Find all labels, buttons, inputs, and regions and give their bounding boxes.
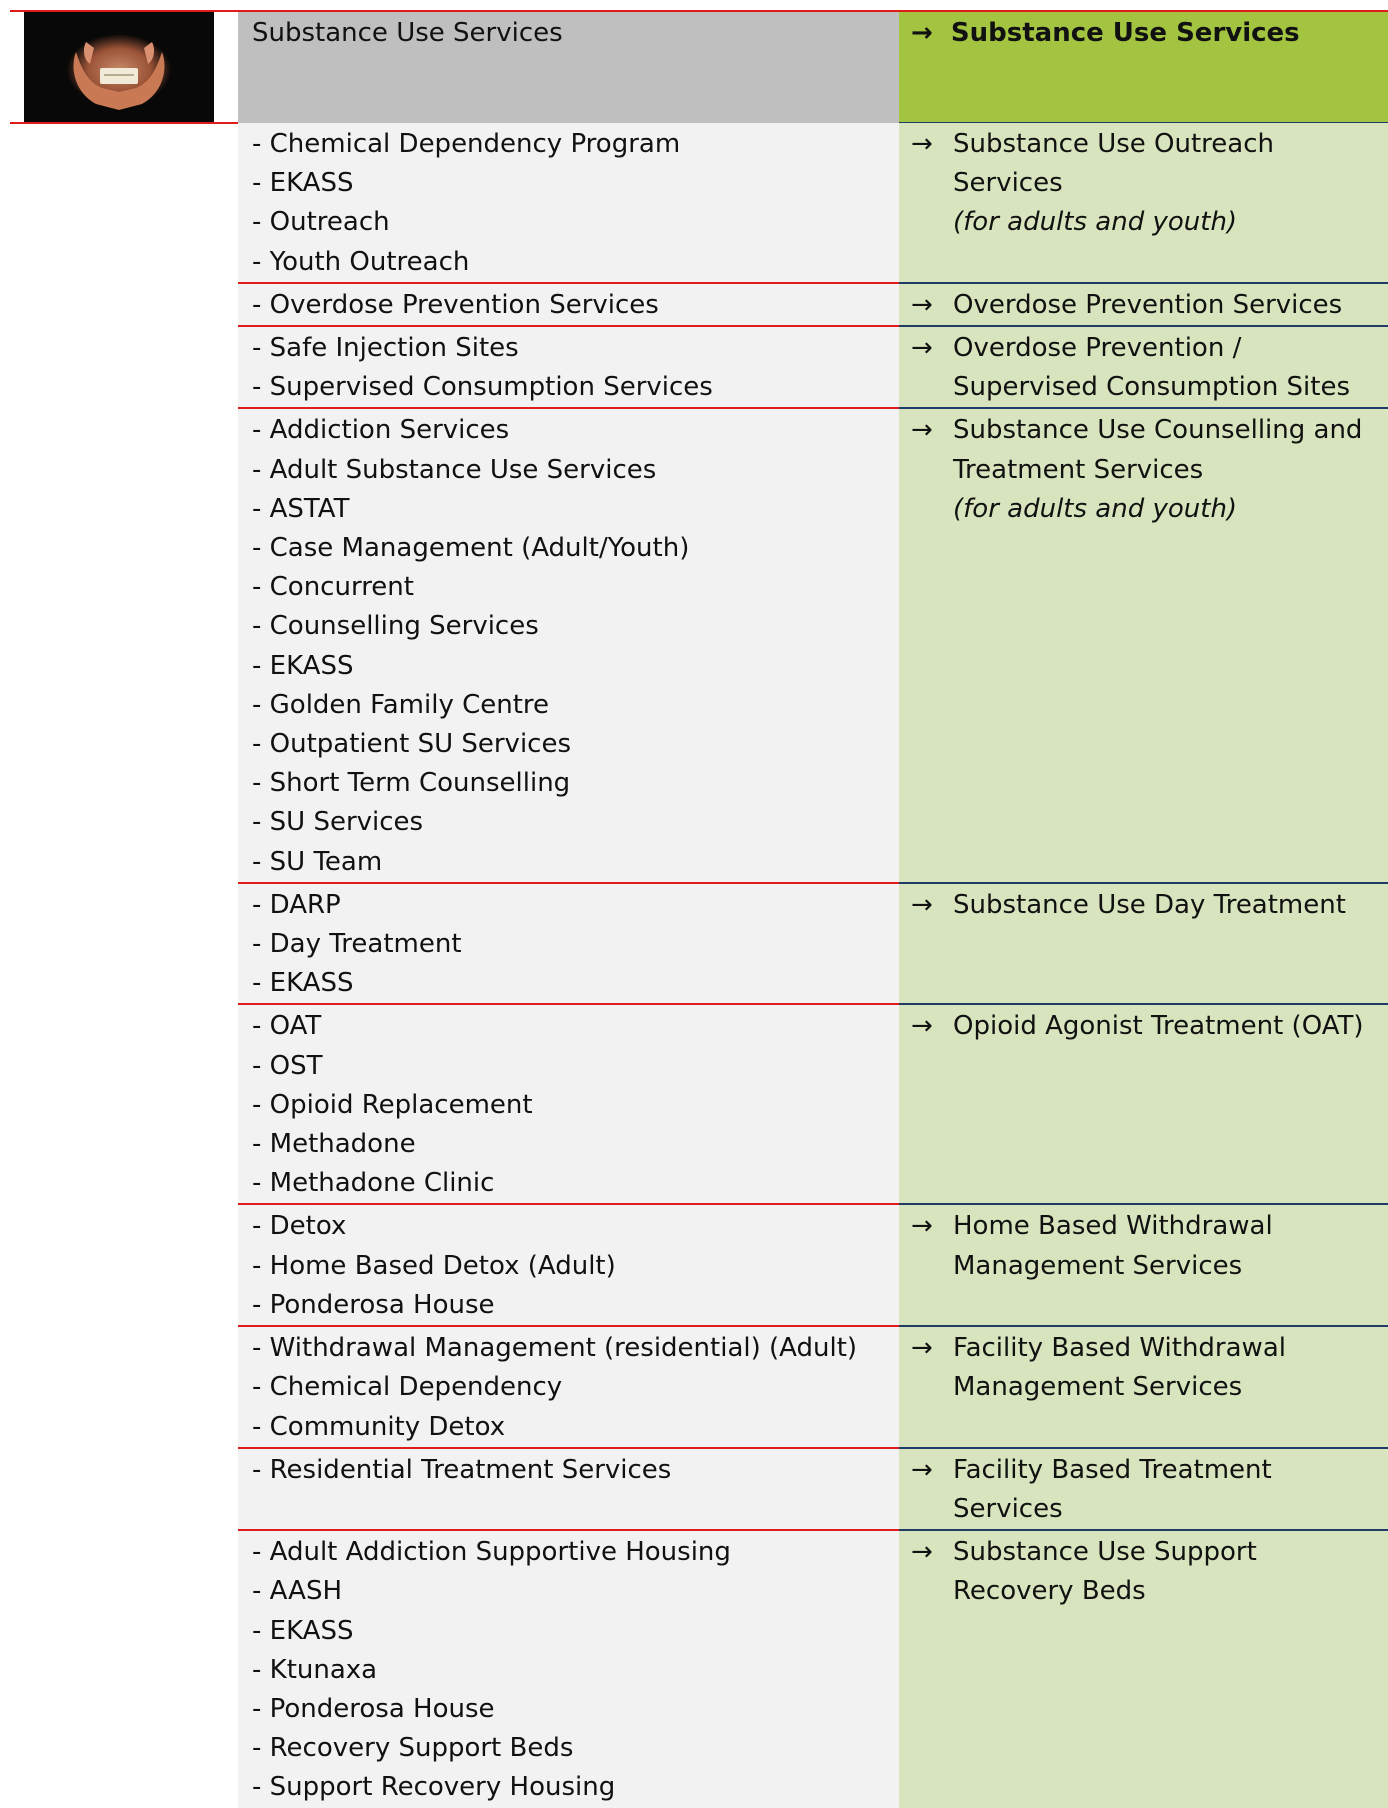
hands-logo-image: [24, 12, 214, 122]
list-item: - Methadone: [252, 1129, 416, 1160]
target-service-cell: [899, 882, 1388, 1004]
target-service-label: [953, 1451, 1388, 1529]
target-service-label: [953, 1007, 1388, 1046]
cupped-hands-icon: [24, 12, 214, 122]
source-services-cell: [238, 1003, 899, 1203]
list-item: - Ponderosa House: [252, 1693, 495, 1724]
target-service-line: Substance Use Support: [953, 1537, 1257, 1568]
list-item: - Addiction Services: [252, 415, 510, 446]
list-item: - SU Services: [252, 807, 424, 838]
list-item: - Recovery Support Beds: [252, 1733, 574, 1764]
list-item: - Home Based Detox (Adult): [252, 1250, 616, 1281]
header-source-cell: [238, 12, 899, 123]
list-item: - Opioid Replacement: [252, 1089, 533, 1120]
table-row: [238, 1325, 1388, 1447]
list-item: - Detox: [252, 1211, 347, 1242]
target-service-line: Services: [953, 168, 1063, 199]
target-category-label: Substance Use Services: [950, 18, 1300, 48]
list-item: - Community Detox: [252, 1411, 506, 1442]
list-item: - Counselling Services: [252, 611, 539, 642]
source-services-cell: [238, 282, 899, 325]
table-row: [238, 882, 1388, 1004]
target-service-label: [953, 411, 1388, 529]
target-service-label: [953, 286, 1388, 325]
target-service-label: [953, 886, 1388, 925]
arrow-icon: →: [911, 18, 933, 48]
target-service-line: Recovery Beds: [953, 1576, 1146, 1607]
list-item: - Overdose Prevention Services: [252, 289, 659, 320]
table-row: [238, 1203, 1388, 1325]
target-service-label: [953, 1329, 1388, 1407]
target-service-cell: [899, 407, 1388, 881]
list-item: - EKASS: [252, 968, 354, 999]
source-services-cell: [238, 882, 899, 1004]
target-service-line: Home Based Withdrawal: [953, 1211, 1273, 1242]
target-service-cell: [899, 123, 1388, 282]
target-service-line: Overdose Prevention /: [953, 333, 1242, 364]
audience-note: (for adults and youth): [953, 493, 1238, 524]
list-item: - Supervised Consumption Services: [252, 372, 713, 403]
list-item: - ASTAT: [252, 493, 350, 524]
list-item: - Outreach: [252, 207, 390, 238]
list-item: - Adult Addiction Supportive Housing: [252, 1537, 731, 1568]
target-service-cell: [899, 1325, 1388, 1447]
source-services-cell: [238, 407, 899, 881]
header-target-cell: [899, 12, 1388, 123]
list-item: - SU Team: [252, 846, 383, 877]
table-row: [238, 282, 1388, 325]
target-service-line: Management Services: [953, 1250, 1243, 1281]
list-item: - Chemical Dependency: [252, 1372, 563, 1403]
list-item: - EKASS: [252, 1615, 354, 1646]
mapping-table: [238, 123, 1388, 1808]
arrow-icon: →: [911, 1011, 933, 1042]
arrow-icon: →: [911, 289, 933, 320]
arrow-icon: →: [911, 129, 933, 159]
list-item: - Youth Outreach: [252, 246, 470, 277]
source-services-cell: [238, 123, 899, 282]
list-item: - Adult Substance Use Services: [252, 454, 657, 485]
list-item: - Day Treatment: [252, 929, 462, 960]
target-service-line: Supervised Consumption Sites: [953, 372, 1351, 403]
table-row: [238, 1529, 1388, 1807]
list-item: - Ktunaxa: [252, 1654, 378, 1685]
list-item: - AASH: [252, 1576, 342, 1607]
target-service-line: Opioid Agonist Treatment (OAT): [953, 1011, 1364, 1042]
arrow-icon: →: [911, 415, 933, 446]
target-service-cell: [899, 1203, 1388, 1325]
source-services-cell: [238, 325, 899, 407]
list-item: - DARP: [252, 889, 341, 920]
source-services-cell: [238, 1203, 899, 1325]
target-service-line: Overdose Prevention Services: [953, 289, 1343, 320]
list-item: - Short Term Counselling: [252, 768, 571, 799]
list-item: - Chemical Dependency Program: [252, 129, 681, 159]
list-item: - Support Recovery Housing: [252, 1772, 616, 1803]
table-row: [238, 325, 1388, 407]
table-row: [238, 1447, 1388, 1529]
list-item: - OAT: [252, 1011, 322, 1042]
target-service-cell: [899, 1003, 1388, 1203]
target-service-label: [953, 1207, 1388, 1285]
list-item: - Ponderosa House: [252, 1289, 495, 1320]
list-item: - EKASS: [252, 650, 354, 681]
target-service-cell: [899, 1447, 1388, 1529]
target-service-line: Substance Use Outreach: [953, 129, 1274, 159]
list-item: - Concurrent: [252, 572, 414, 603]
target-service-line: Facility Based Withdrawal: [953, 1333, 1286, 1364]
list-item: - Case Management (Adult/Youth): [252, 533, 690, 564]
target-service-line: Services: [953, 1493, 1063, 1524]
target-service-label: [953, 125, 1388, 243]
list-item: - EKASS: [252, 168, 354, 199]
target-category-title: [911, 16, 1300, 50]
source-category-title: Substance Use Services: [252, 18, 563, 48]
arrow-icon: →: [911, 1537, 933, 1568]
arrow-icon: →: [911, 1333, 933, 1364]
audience-note: (for adults and youth): [953, 207, 1238, 238]
target-service-line: Management Services: [953, 1372, 1243, 1403]
arrow-icon: →: [911, 1211, 933, 1242]
list-item: - Methadone Clinic: [252, 1168, 495, 1199]
list-item: - Outpatient SU Services: [252, 729, 572, 760]
target-service-label: [953, 1533, 1388, 1611]
target-service-line: Substance Use Counselling and: [953, 415, 1363, 446]
source-services-cell: [238, 1447, 899, 1529]
list-item: - Residential Treatment Services: [252, 1454, 672, 1485]
target-service-cell: [899, 1529, 1388, 1807]
table-row: [238, 1003, 1388, 1203]
list-item: - OST: [252, 1050, 323, 1081]
target-service-line: Facility Based Treatment: [953, 1454, 1272, 1485]
table-row: [238, 123, 1388, 282]
arrow-icon: →: [911, 333, 933, 364]
target-service-cell: [899, 282, 1388, 325]
header-bottom-rule: [10, 122, 238, 124]
list-item: - Golden Family Centre: [252, 689, 550, 720]
target-service-line: Treatment Services: [953, 454, 1204, 485]
table-row: [238, 407, 1388, 881]
target-service-cell: [899, 325, 1388, 407]
list-item: - Safe Injection Sites: [252, 333, 519, 364]
target-service-line: Substance Use Day Treatment: [953, 889, 1346, 920]
target-service-label: [953, 329, 1388, 407]
arrow-icon: →: [911, 889, 933, 920]
source-services-cell: [238, 1325, 899, 1447]
arrow-icon: →: [911, 1454, 933, 1485]
list-item: - Withdrawal Management (residential) (Adult): [252, 1333, 858, 1364]
source-services-cell: [238, 1529, 899, 1807]
